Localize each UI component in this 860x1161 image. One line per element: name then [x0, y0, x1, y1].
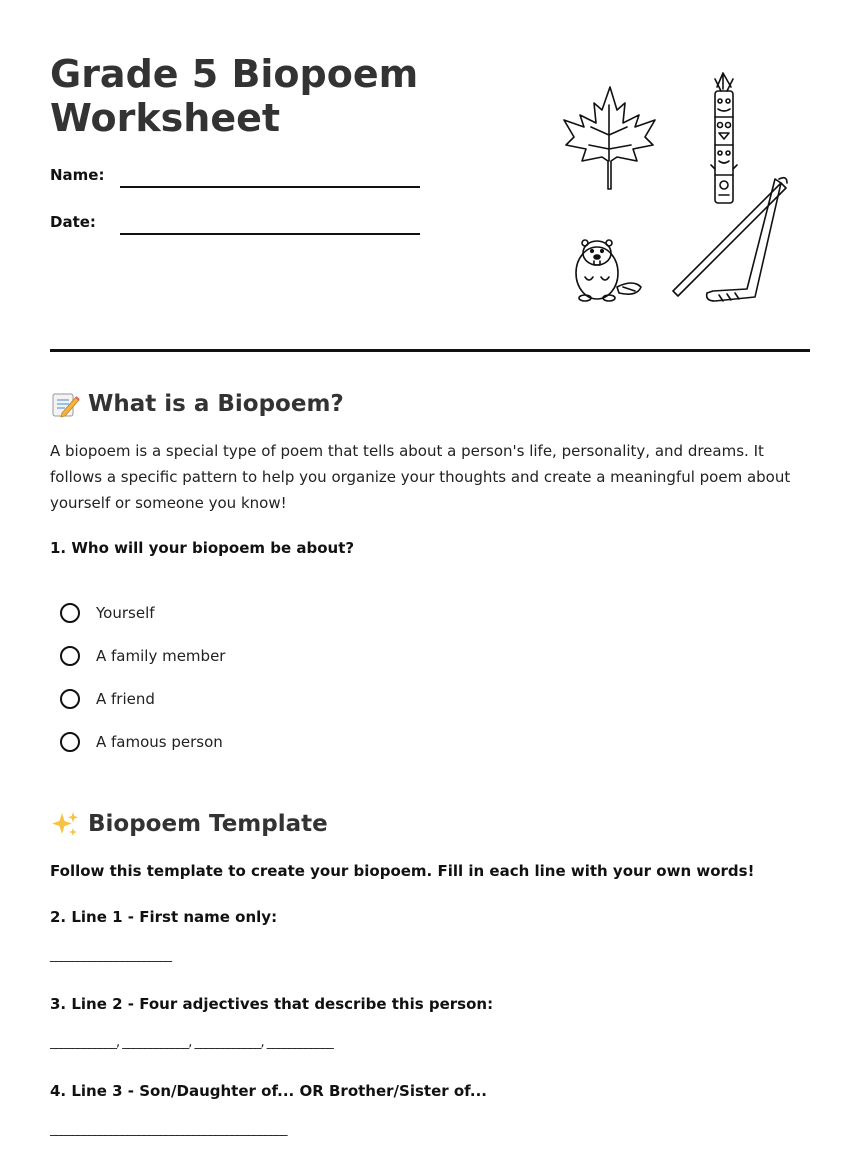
section-heading-template — [50, 809, 328, 839]
radio-button[interactable] — [60, 646, 80, 666]
radio-label: A friend — [96, 690, 155, 708]
radio-option-family-member[interactable] — [60, 646, 225, 666]
radio-option-friend[interactable] — [60, 689, 155, 709]
question-3-label: 3. Line 2 - Four adjectives that describe this person: — [50, 995, 494, 1013]
question-4-label: 4. Line 3 - Son/Daughter of... OR Brother/Sister of... — [50, 1082, 487, 1100]
page-title: Grade 5 Biopoem Worksheet — [50, 52, 419, 140]
section-title-template: Biopoem Template — [88, 811, 328, 837]
section-heading-intro — [50, 389, 344, 419]
intro-paragraph: A biopoem is a special type of poem that tells about a person's life, personality, and dreams. It follows a specific pattern to help you organize your thoughts and create a meaningful poem about yourself or someone you know! — [50, 442, 791, 512]
header-divider — [50, 349, 810, 352]
radio-label: A famous person — [96, 733, 223, 751]
answer-blank-line-2[interactable]: ____________, ____________, ____________, ____________ — [50, 1035, 333, 1050]
radio-option-famous-person[interactable] — [60, 732, 223, 752]
radio-button[interactable] — [60, 603, 80, 623]
memo-icon — [50, 389, 80, 419]
sparkles-icon — [50, 809, 80, 839]
canadian-illustrations — [555, 65, 805, 315]
template-instruction: Follow this template to create your biopoem. Fill in each line with your own words! — [50, 862, 755, 880]
date-label: Date: — [50, 213, 96, 231]
name-label: Name: — [50, 166, 105, 184]
question-2-label: 2. Line 1 - First name only: — [50, 908, 278, 926]
totem-pole-icon — [711, 73, 737, 203]
radio-button[interactable] — [60, 689, 80, 709]
answer-blank-line-3[interactable]: ___________________________________________ — [50, 1122, 287, 1137]
beaver-icon — [576, 240, 641, 301]
radio-option-yourself[interactable] — [60, 603, 155, 623]
radio-label: Yourself — [96, 604, 155, 622]
answer-blank-line-1[interactable]: ______________________ — [50, 948, 171, 963]
radio-label: A family member — [96, 647, 226, 665]
radio-button[interactable] — [60, 732, 80, 752]
date-field[interactable] — [120, 233, 420, 235]
maple-leaf-icon — [564, 87, 655, 189]
hockey-sticks-icon — [673, 178, 787, 301]
section-title-intro: What is a Biopoem? — [88, 391, 344, 417]
question-1-label: 1. Who will your biopoem be about? — [50, 539, 355, 557]
name-field[interactable] — [120, 186, 420, 188]
